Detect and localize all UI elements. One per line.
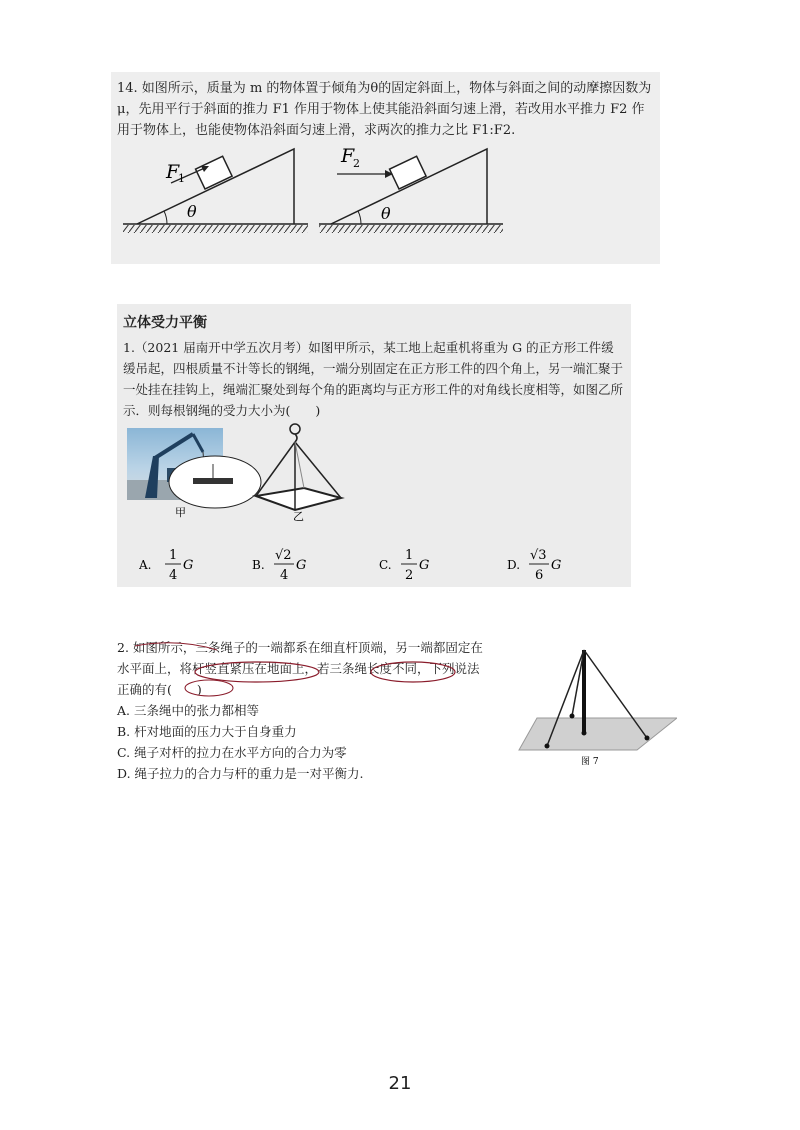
- svg-text:1: 1: [169, 548, 178, 563]
- page-number: 21: [388, 1073, 412, 1094]
- svg-text:G: G: [551, 558, 562, 573]
- question-2-option-c[interactable]: C. 绳子对杆的拉力在水平方向的合力为零: [117, 745, 347, 760]
- option-a-formula: [139, 544, 209, 584]
- question-2-block: [117, 638, 677, 788]
- question-1-text: 1.（2021 届南开中学五次月考）如图甲所示，某工地上起重机将重为 G 的正方形工件缓缓吊起，四根质量不计等长的钢绳，一端分别固定在正方形工件的四个角上，另一端汇聚于一处挂在挂钩上，绳端汇聚处到每个角的距离均与正方形工件的对角线长度相等，如图乙所示．则每根钢绳的受力大小为( ): [123, 340, 624, 418]
- block-1: [196, 156, 233, 189]
- svg-text:D.: D.: [507, 558, 521, 572]
- figure-7-caption: 图 7: [581, 757, 599, 767]
- question-2-figure: [117, 638, 677, 788]
- incline-diagrams: [111, 72, 660, 264]
- question-2-line-1: 2. 如图所示，三条绳子的一端都系在细直杆顶端，另一端都固定在: [117, 640, 483, 655]
- svg-text:G: G: [183, 558, 194, 573]
- question-2-line-2: 水平面上，将杆竖直紧压在地面上，若三条绳长度不同，下列说法: [117, 661, 480, 676]
- svg-text:G: G: [419, 558, 430, 573]
- option-d-formula: [507, 544, 587, 584]
- question-2-option-d[interactable]: D. 绳子拉力的合力与杆的重力是一对平衡力.: [117, 766, 364, 781]
- svg-text:2: 2: [405, 568, 414, 583]
- figure-label-yi: 乙: [293, 510, 304, 523]
- svg-text:B.: B.: [252, 558, 265, 572]
- section-heading: 立体受力平衡: [123, 315, 207, 331]
- pole-diagram: [519, 650, 677, 750]
- option-b-formula: [252, 544, 332, 584]
- svg-text:G: G: [296, 558, 307, 573]
- question-2-line-3: 正确的有( ): [117, 682, 202, 697]
- section-3d-equilibrium: [117, 304, 631, 587]
- problem-14-block: [111, 72, 660, 264]
- svg-text:6: 6: [535, 568, 544, 583]
- force-label-f2: F: [341, 145, 355, 167]
- problem-14-text: 14. 如图所示，质量为 m 的物体置于倾角为θ的固定斜面上，物体与斜面之间的动摩擦因数为μ，先用平行于斜面的推力 F1 作用于物体上使其能沿斜面匀速上滑，若改用水平推力 F2 作用于物体上，也能使物体沿斜面匀速上滑，求两次的推力之比 F1:F2.: [117, 81, 652, 138]
- figure-label-jia: 甲: [175, 506, 186, 519]
- svg-text:A.: A.: [139, 558, 152, 572]
- incline-diagram-2: [319, 145, 503, 233]
- incline-diagram-1: [123, 149, 308, 233]
- block-2: [390, 156, 427, 189]
- svg-text:4: 4: [169, 568, 178, 583]
- force-label-f2-sub: 2: [353, 157, 360, 170]
- svg-text:C.: C.: [379, 558, 392, 572]
- pyramid-diagram: [256, 424, 341, 510]
- svg-text:4: 4: [280, 568, 289, 583]
- force-label-f1-sub: 1: [178, 172, 185, 185]
- angle-label-1: θ: [187, 202, 197, 221]
- question-2-option-a[interactable]: A. 三条绳中的张力都相等: [117, 703, 259, 718]
- question-2-option-b[interactable]: B. 杆对地面的压力大于自身重力: [117, 724, 297, 739]
- svg-text:√2: √2: [275, 548, 292, 563]
- svg-text:1: 1: [405, 548, 414, 563]
- option-c-formula: [379, 544, 449, 584]
- force-label-f1: F: [166, 161, 180, 183]
- angle-label-2: θ: [381, 204, 391, 223]
- svg-text:√3: √3: [530, 548, 547, 563]
